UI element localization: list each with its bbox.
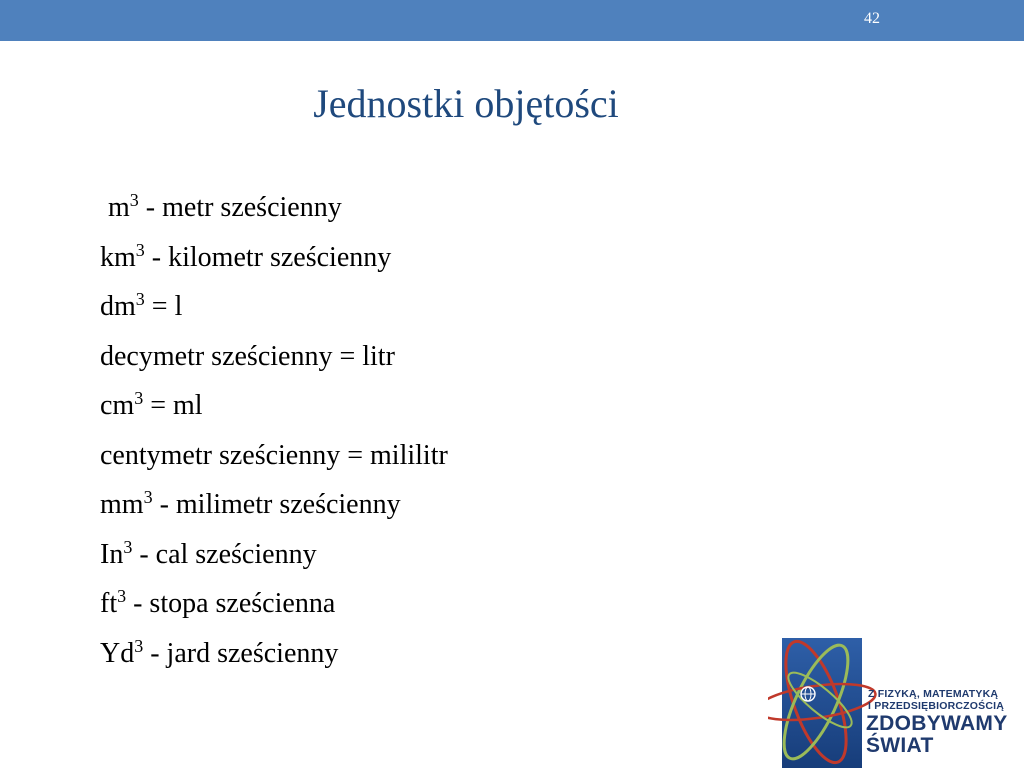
unit-description: - kilometr sześcienny: [144, 241, 392, 273]
logo-title-1: ZDOBYWAMY: [866, 712, 1008, 735]
header-bar: [0, 0, 1024, 41]
list-item: [100, 483, 448, 533]
unit-base: Yd: [100, 637, 135, 669]
list-item: [100, 285, 448, 335]
unit-exponent: 3: [129, 190, 139, 210]
unit-description: - stopa sześcienna: [126, 588, 336, 619]
unit-description: - milimetr sześcienny: [152, 489, 401, 520]
unit-base: mm: [100, 489, 144, 520]
unit-exponent: 3: [134, 388, 144, 408]
slide-title: Jednostki objętości: [313, 81, 619, 126]
unit-exponent: 3: [135, 239, 145, 260]
unit-base: ft: [100, 588, 118, 619]
unit-exponent: 3: [117, 586, 127, 606]
unit-description: = ml: [143, 390, 203, 421]
list-item: [100, 533, 448, 583]
list-item: [100, 335, 448, 385]
list-item: [100, 236, 448, 286]
unit-description: - jard sześcienny: [143, 637, 339, 669]
unit-description: - metr sześcienny: [138, 192, 342, 223]
unit-base: km: [100, 241, 136, 273]
unit-exponent: 3: [123, 536, 133, 557]
unit-description: - cal sześcienny: [132, 538, 317, 570]
unit-exponent: 3: [143, 487, 153, 507]
unit-base: In: [100, 538, 124, 570]
units-list: [100, 186, 448, 681]
list-item: [100, 384, 448, 434]
unit-base: cm: [100, 390, 135, 421]
list-item: [100, 186, 448, 236]
unit-base: dm: [100, 291, 136, 322]
unit-base: decymetr sześcienny = litr: [100, 340, 395, 372]
logo-tagline-1: Z FIZYKĄ, MATEMATYKĄ: [868, 688, 999, 700]
list-item: [100, 434, 448, 484]
unit-exponent: 3: [135, 289, 145, 309]
unit-base: centymetr sześcienny = mililitr: [100, 439, 448, 471]
unit-description: = l: [144, 291, 183, 322]
list-item: [100, 582, 448, 632]
logo-title-2: ŚWIAT: [866, 734, 934, 757]
list-item: [100, 632, 448, 682]
page-number: 42: [864, 10, 880, 27]
logo-tagline-2: I PRZEDSIĘBIORCZOŚCIĄ: [868, 700, 1005, 712]
unit-exponent: 3: [134, 635, 144, 656]
unit-base: m: [108, 192, 130, 223]
